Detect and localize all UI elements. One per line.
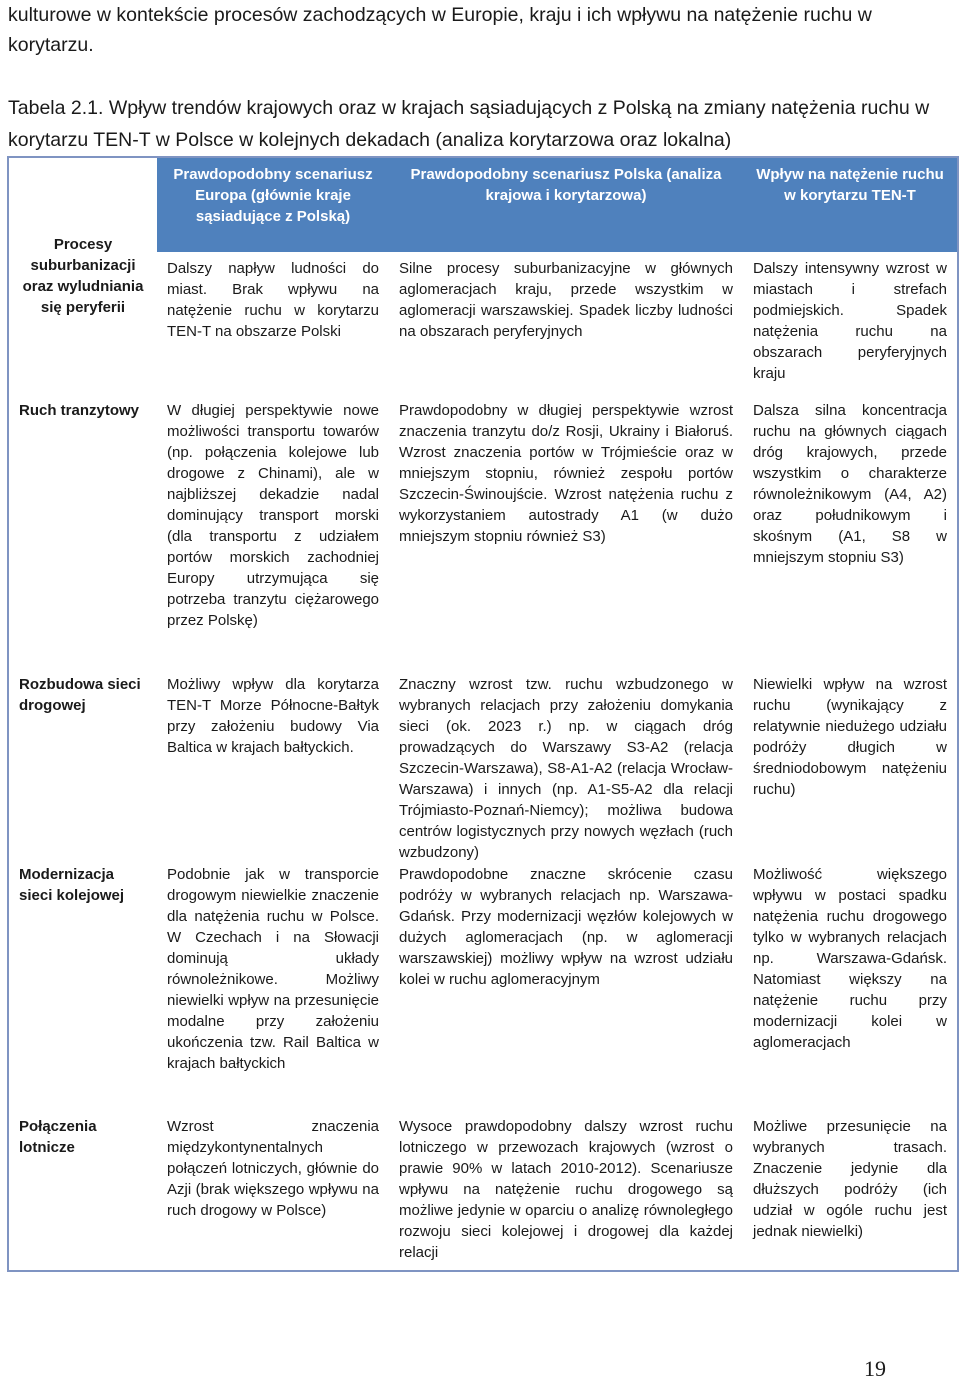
- row-label-rail-modernization: Modernizacja sieci kolejowej: [19, 866, 125, 904]
- cell-poland: Wysoce prawdopodobny dalszy wzrost ruchu lotniczego w przewozach krajowych (wzrost o prawie 90% w latach 2010-2012). Scenariusze wpływu na natężenie ruchu drogowego są możliwe jedynie w oparciu o analizę równoległego rozwoju sieci kolejowej i drogowej dla każdej relacji: [399, 1118, 733, 1261]
- cell-impact: Możliwość większego wpływu w postaci spadku natężenia ruchu drogowego tylko w wybranych relacjach np. Warszawa-Gdańsk. Natomiast większy na natężenie ruchu przy modernizacji kolei w aglomeracjach: [753, 866, 947, 1051]
- cell-europe: Możliwy wpływ dla korytarza TEN-T Morze Północne-Bałtyk przy założeniu budowy Via Baltica w krajach bałtyckich.: [167, 676, 379, 756]
- row-label-transit: Ruch tranzytowy: [19, 402, 140, 419]
- cell-europe: Wzrost znaczenia międzykontynentalnych połączeń lotniczych, głównie do Azji (brak większego wpływu na ruch drogowy w Polsce): [167, 1118, 379, 1219]
- row-label-text: Procesy suburbanizacji oraz wyludniania się peryferii: [22, 236, 144, 316]
- cell-poland: Prawdopodobne znaczne skrócenie czasu podróży w wybranych relacjach np. Warszawa-Gdańsk. Przy modernizacji węzłów kolejowych w dużych aglomeracjach (np. w aglomeracji warszawskiej) możliwy wpływ na wzrost udziału kolei w ruchu aglomeracyjnym: [399, 866, 733, 988]
- header-impact: Wpływ na natężenie ruchu w korytarzu TEN-T: [743, 158, 957, 252]
- cell-impact: Dalsza silna koncentracja ruchu na głównych ciągach dróg krajowych, przede wszystkim o charakterze równoleżnikowym (A4, A2) oraz południkowym i skośnym (A1, S8 w mniejszym stopniu S3): [753, 402, 947, 566]
- header-europe: Prawdopodobny scenariusz Europa (głównie kraje sąsiadujące z Polską): [157, 158, 389, 252]
- row-label-road-network: Rozbudowa sieci drogowej: [19, 676, 141, 714]
- row1-impact-cell: [743, 158, 957, 394]
- intro-paragraph: kulturowe w kontekście procesów zachodzących w Europie, kraju i ich wpływu na natężenie ruchu w korytarzu.: [8, 4, 872, 56]
- page-number: 19: [864, 1356, 886, 1381]
- cell-impact: Dalszy intensywny wzrost w miastach i strefach podmiejskich. Spadek natężenia ruchu na obszarach peryferyjnych kraju: [753, 260, 947, 382]
- table-caption: Tabela 2.1. Wpływ trendów krajowych oraz w krajach sąsiadujących z Polską na zmiany natężenia ruchu w korytarzu TEN-T w Polsce w kolejnych dekadach (analiza korytarzowa oraz lokalna): [8, 97, 930, 151]
- cell-impact: Niewielki wpływ na wzrost ruchu (wynikający z relatywnie niedużego udziału podróży długich w średniodobowym natężeniu ruchu): [753, 676, 947, 798]
- cell-poland: Znaczny wzrost tzw. ruchu wzbudzonego w wybranych relacjach przy założeniu domykania sieci (ok. 2023 r.) np. w ciągach dróg prowadzących do Warszawy S3-A2 (relacja Szczecin-Warszawa), S8-A1-A2 (relacja Wrocław-Warszawa) i innych (np. A1-S5-A2 dla relacji Trójmiasto-Poznań-Niemcy); możliwa budowa centrów logistycznych przy nowych węzłach (ruch wzbudzony): [399, 676, 733, 861]
- row-label-air-connections: Połączenia lotnicze: [19, 1118, 97, 1156]
- cell-poland: Silne procesy suburbanizacyjne w głównych aglomeracjach kraju, przede wszystkim w aglomeracji warszawskiej. Spadek liczby ludności na obszarach peryferyjnych: [399, 260, 733, 340]
- row1-europe-cell: [157, 158, 389, 394]
- cell-europe: Dalszy napływ ludności do miast. Brak wpływu na natężenie ruchu w korytarzu TEN-T na obszarze Polski: [167, 260, 379, 340]
- trends-table: [7, 156, 959, 1272]
- row-label-suburbanization: [9, 158, 157, 394]
- cell-poland: Prawdopodobny w długiej perspektywie wzrost znaczenia tranzytu do/z Rosji, Ukrainy i Białoruś. Wzrost znaczenia portów w Trójmieście oraz w mniejszym stopniu, również zespołu portów Szczecin-Świnoujście. Wzrost natężenia ruchu z wykorzystaniem autostrady A1 (w dużo mniejszym stopniu również S3): [399, 402, 733, 545]
- header-poland: Prawdopodobny scenariusz Polska (analiza krajowa i korytarzowa): [389, 158, 743, 252]
- cell-europe: Podobnie jak w transporcie drogowym niewielkie znaczenie dla natężenia ruchu w Polsce. W Czechach i na Słowacji dominują układy równoleżnikowe. Możliwy niewielki wpływ na przesunięcie modalne przy założeniu ukończenia tzw. Rail Baltica w krajach bałtyckich: [167, 866, 379, 1072]
- row1-poland-cell: [389, 158, 743, 394]
- cell-europe: W długiej perspektywie nowe możliwości transportu towarów (np. połączenia kolejowe lub drogowe z Chinami), ale w najbliższej dekadzie nadal dominujący transport morski (dla transportu z udziałem portów morskich zachodniej Europy utrzymująca się potrzeba tranzytu ciężarowego przez Polskę): [167, 402, 379, 629]
- cell-impact: Możliwe przesunięcie na wybranych trasach. Znaczenie jedynie dla dłuższych podróży (ich udział w ogóle ruchu jest jednak niewielki): [753, 1118, 947, 1240]
